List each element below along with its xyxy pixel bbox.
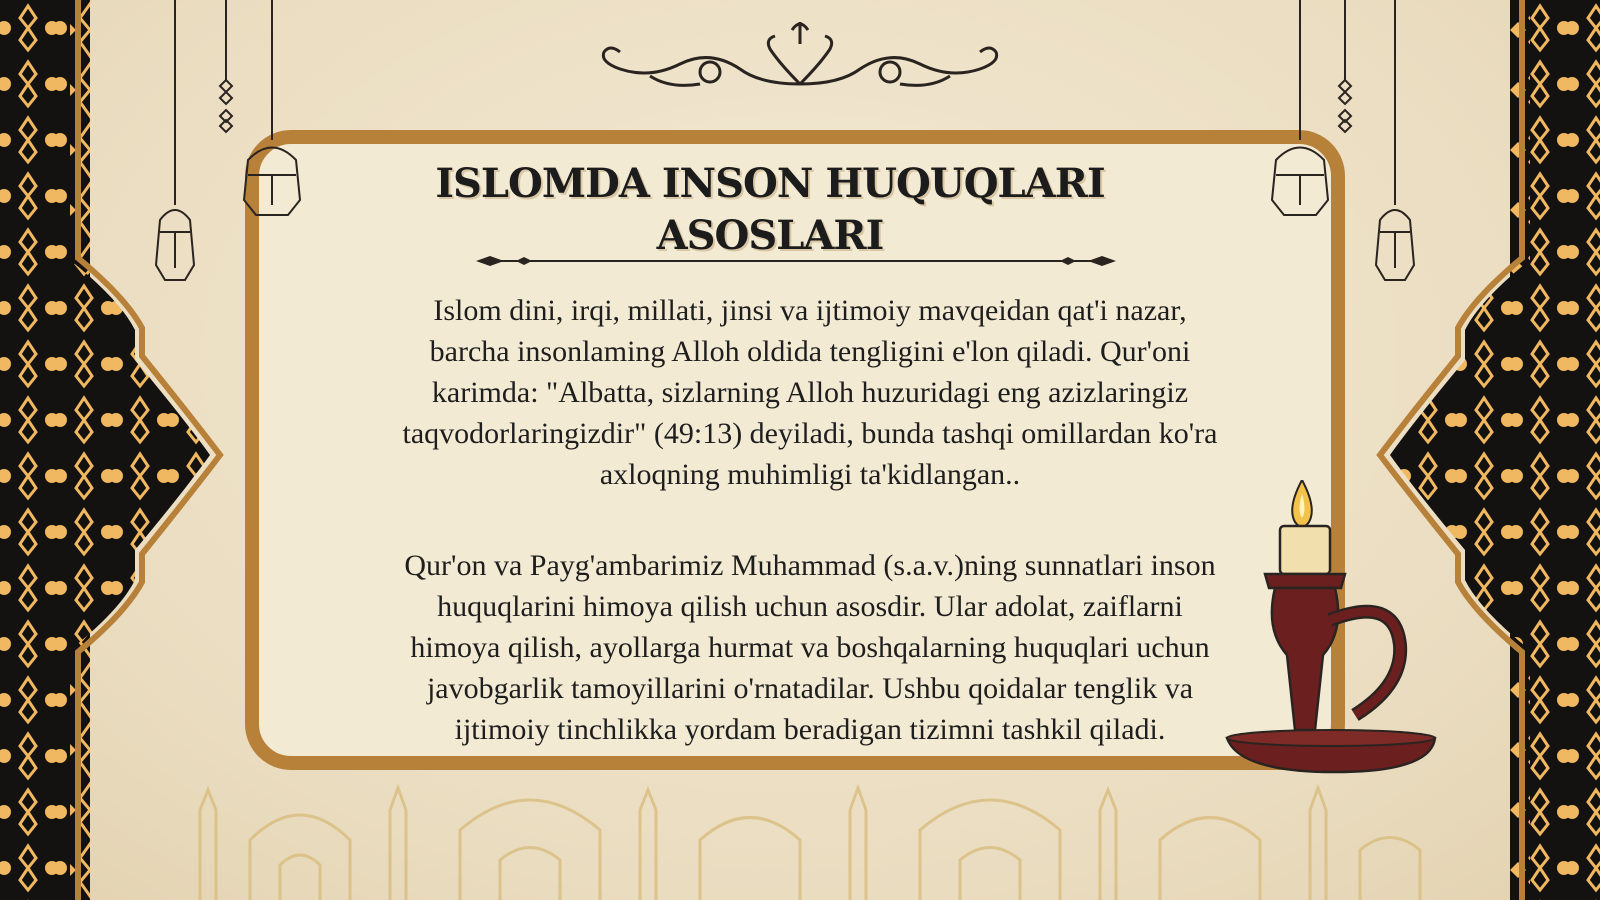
title-divider (476, 254, 1116, 268)
hanging-lantern-icon (150, 0, 310, 300)
paragraph-sunnah: Qur'on va Payg'ambarimiz Muhammad (s.a.v.)ning sunnatlari inson huquqlarini himoya qilish uchun asosdir. Ular adolat, zaiflarni himoya qilish, ayollarga hurmat va boshqalarning huquqlari uchun javobgarlik tamoyillarini o'rnatadilar. Ushbu qoidalar tenglik va ijtimoiy tinchlikka yordam beradigan tizimni tashkil qiladi. (404, 549, 1216, 746)
flourish-ornament-icon (590, 14, 1010, 92)
slide-title: ISLOMDA INSON HUQUQLARI ASOSLARI (435, 160, 1105, 259)
hanging-lantern-icon (1270, 0, 1430, 300)
paragraph-equality: Islom dini, irqi, millati, jinsi va ijtimoiy mavqeidan qat'i nazar, barcha insonlaming Alloh oldida tengligini e'lon qiladi. Qur'oni karimda: "Albatta, sizlarning Alloh huzuridagi eng azizlaringiz taqvodorlaringizdir" (49:13) deyiladi, bunda tashqi omillardan ko'ra axloqning muhimligi ta'kidlangan.. (402, 294, 1218, 491)
candle-holder-icon (1225, 480, 1445, 790)
